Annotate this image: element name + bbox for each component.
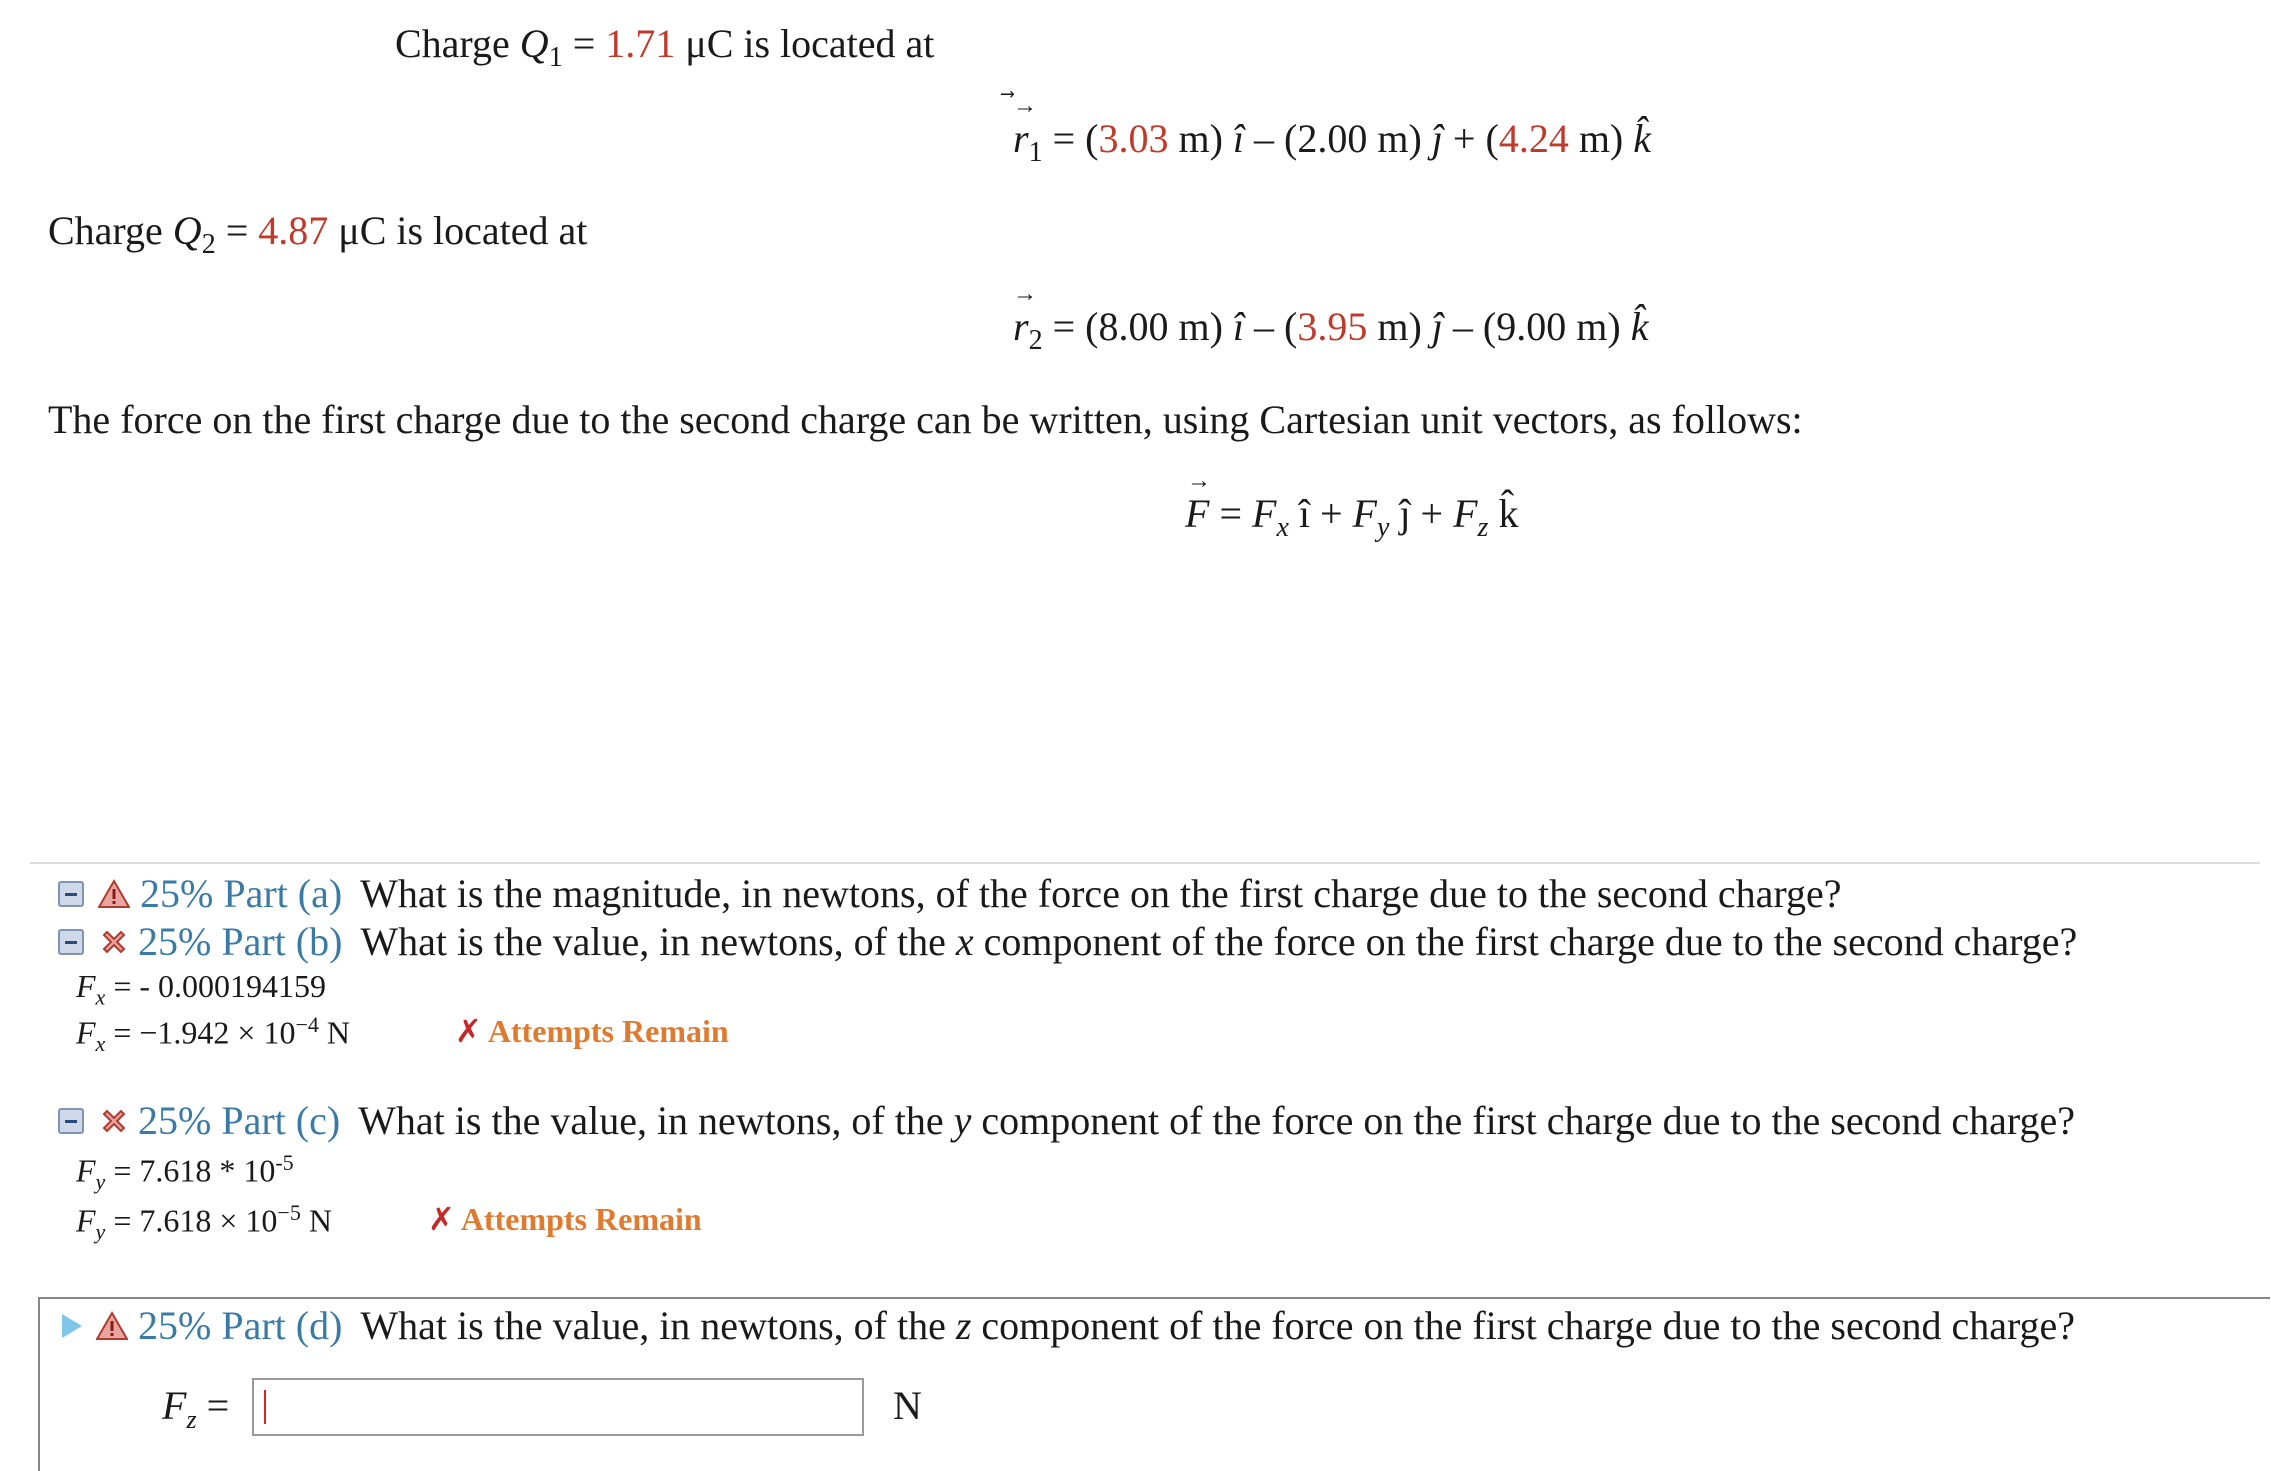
warning-icon: [96, 1311, 128, 1341]
q1-statement: Charge $Q_1 = 1.71$ μC is located at: [395, 21, 935, 73]
part-d-unit: N: [893, 1383, 922, 1428]
part-d-input-label: $F_z$ =: [162, 1383, 230, 1434]
text-cursor: [264, 1390, 266, 1424]
part-c-entered-answer: $F_y = 7.618 * 10^{-5}$: [76, 1150, 294, 1195]
incorrect-icon: ✗: [428, 1200, 455, 1238]
part-c-row[interactable]: [58, 1097, 2075, 1144]
part-b-status: ✗ Attempts Remain: [455, 1012, 729, 1050]
collapse-icon[interactable]: [58, 1108, 84, 1134]
r2-x-value: 8.00: [1098, 304, 1169, 349]
play-icon: [62, 1314, 82, 1338]
part-b-question: What is the value, in newtons, of the x component of the force on the first charge due to the second charge?: [360, 919, 2078, 964]
r2-y-value: 3.95: [1297, 304, 1368, 349]
r2-z-value: 9.00: [1496, 304, 1567, 349]
warning-icon: [98, 879, 130, 909]
r1-y-value: 2.00: [1297, 116, 1368, 161]
part-b-row[interactable]: [58, 918, 2077, 965]
incorrect-icon: [98, 926, 130, 958]
part-b-label[interactable]: 25% Part (b): [138, 919, 343, 964]
part-b-result: $F_x = -1.942 \times 10^{-4}$ N: [76, 1012, 350, 1057]
fz-answer-input[interactable]: [252, 1378, 864, 1436]
collapse-icon[interactable]: [58, 929, 84, 955]
incorrect-icon: [98, 1105, 130, 1137]
part-d-row[interactable]: [58, 1302, 2075, 1349]
part-c-status: ✗ Attempts Remain: [428, 1200, 702, 1238]
part-d-question: What is the value, in newtons, of the z component of the force on the first charge due to the second charge?: [360, 1303, 2076, 1348]
force-statement: The force on the first charge due to the second charge can be written, using Cartesian unit vectors, as follows:: [48, 397, 1803, 442]
part-c-result: $F_y = 7.618 \times 10^{-5}$ N: [76, 1200, 332, 1245]
incorrect-icon: ✗: [455, 1012, 482, 1050]
part-d-label[interactable]: 25% Part (d): [138, 1303, 343, 1348]
part-a-row[interactable]: [58, 870, 1842, 917]
part-a-question: What is the magnitude, in newtons, of the force on the first charge due to the second charge?: [360, 871, 1842, 916]
force-equation: → $F = F_x$ î + $F_y$ ĵ + $F_z$ k̂: [1185, 468, 1519, 543]
q1-value: 1.71: [605, 21, 676, 66]
part-b-entered-answer: $F_x$ = - 0.000194159: [76, 968, 327, 1010]
r1-equation: → $r_1 = (3.03$ m) î – (2.00 m) ĵ + (4.24 m) k̂: [1013, 93, 1652, 168]
q2-statement: Charge $Q_2 = 4.87$ μC is located at: [48, 208, 588, 260]
section-divider: [30, 862, 2260, 864]
part-c-label[interactable]: 25% Part (c): [138, 1098, 341, 1143]
part-a-label[interactable]: 25% Part (a): [140, 871, 343, 916]
r1-z-value: 4.24: [1498, 116, 1569, 161]
r1-x-value: 3.03: [1098, 116, 1169, 161]
collapse-icon[interactable]: [58, 881, 84, 907]
r2-equation: → $r_2 = (8.00$ m) î – (3.95 m) ĵ – (9.00 m) k̂: [1013, 281, 1649, 356]
q2-value: 4.87: [258, 208, 329, 253]
part-c-question: What is the value, in newtons, of the y component of the force on the first charge due to the second charge?: [358, 1098, 2075, 1143]
